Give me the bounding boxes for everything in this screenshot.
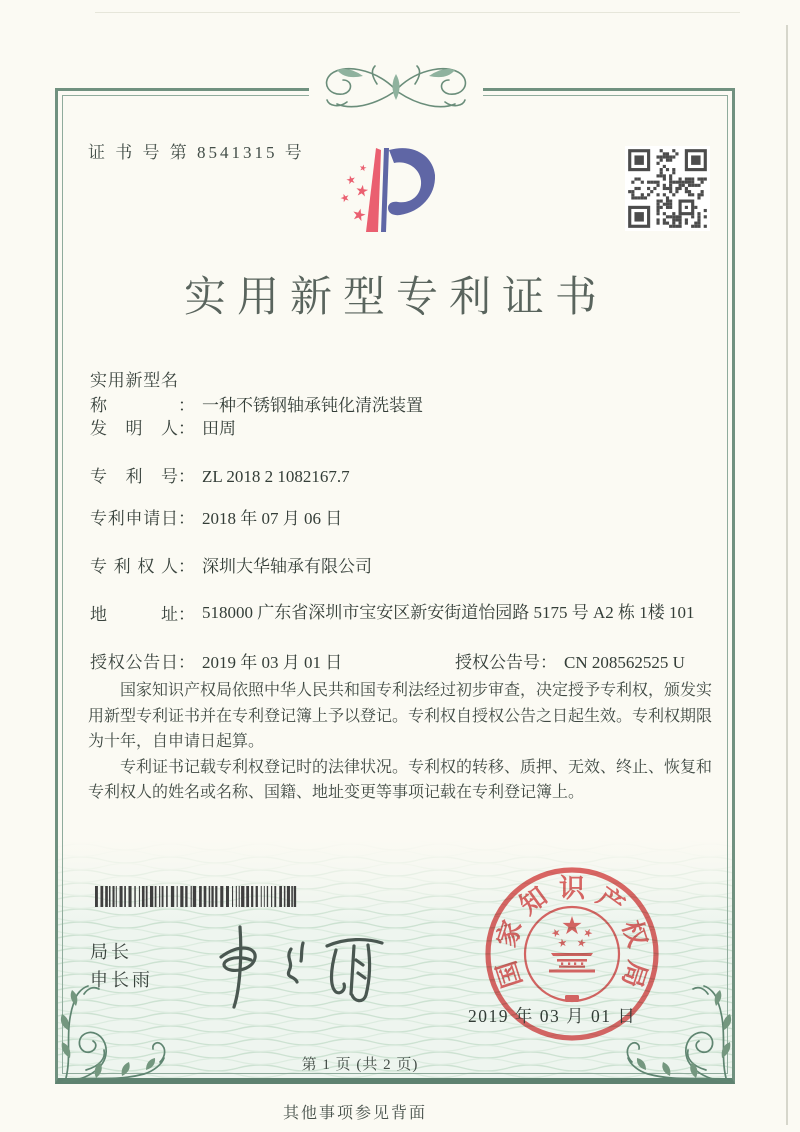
field-row	[90, 414, 730, 439]
field-value: 2018 年 07 月 06 日	[202, 509, 343, 528]
field-value: 深圳大华轴承有限公司	[202, 557, 372, 576]
scan-artifact-line	[786, 25, 788, 1125]
field-label: 授权公告日	[90, 653, 178, 672]
seal-char: 权	[616, 916, 653, 951]
field-value: CN 208562525 U	[564, 653, 685, 672]
field-label: 发明人	[90, 419, 178, 438]
field-label: 实用新型名称	[90, 371, 178, 415]
field-colon: ：	[178, 557, 195, 576]
field-value: 一种不锈钢轴承钝化清洗装置	[202, 396, 423, 415]
director-title: 局长	[90, 942, 132, 962]
field-row	[90, 504, 730, 529]
field-value: 2019 年 03 月 01 日	[202, 653, 343, 672]
director-name: 申长雨	[90, 970, 153, 990]
seal-char: 识	[558, 874, 586, 903]
field-colon: ：	[178, 396, 195, 415]
certificate-title: 实用新型专利证书	[183, 275, 608, 321]
field-label: 授权公告号	[455, 653, 540, 672]
field-colon: ：	[178, 509, 195, 528]
back-note: 其他事项参见背面	[282, 1105, 427, 1122]
page-number: 第 1 页 (共 2 页)	[301, 1057, 419, 1073]
scan-artifact-line	[95, 12, 740, 13]
seal-date: 2019 年 03 月 01 日	[468, 1006, 637, 1026]
field-colon: ：	[540, 653, 557, 672]
barcode-icon	[95, 886, 300, 907]
field-label: 专利号	[90, 467, 178, 486]
seal-char: 产	[591, 881, 630, 921]
seal-char: 局	[616, 957, 653, 992]
cnipa-logo-icon	[336, 142, 440, 242]
body-paragraph: 国家知识产权局依照中华人民共和国专利法经过初步审查，决定授予专利权，颁发实用新型专利证书并在专利登记簿上予以登记。专利权自授权公告之日起生效。专利权期限为十年，自申请日起算。	[88, 682, 713, 751]
field-value: 518000 广东省深圳市宝安区新安街道怡园路 5175 号 A2 栋 1楼 101	[202, 603, 695, 622]
field-row	[90, 600, 730, 626]
seal-char: 知	[514, 881, 553, 921]
seal-char: 国	[491, 957, 528, 992]
field-colon: ：	[178, 467, 195, 486]
field-label: 专利申请日	[90, 509, 178, 528]
field-label: 地址	[90, 605, 178, 624]
field-label: 专利权人	[90, 557, 178, 576]
field-colon: ：	[178, 653, 195, 672]
qr-code-icon	[625, 146, 710, 231]
seal-char: 家	[491, 916, 528, 951]
field-row	[90, 648, 730, 673]
certificate-number: 证 书 号 第 8541315 号	[88, 143, 305, 162]
field-colon: ：	[178, 419, 195, 438]
top-flourish-ornament-icon	[251, 58, 541, 120]
body-paragraph: 专利证书记载专利权登记时的法律状况。专利权的转移、质押、无效、终止、恢复和专利权人的姓名或名称、国籍、地址变更等事项记载在专利登记簿上。	[88, 758, 713, 802]
director-signature-handwriting-icon	[185, 915, 415, 1015]
field-value: ZL 2018 2 1082167.7	[202, 467, 350, 486]
field-value: 田周	[202, 419, 236, 438]
field-row	[90, 462, 730, 487]
certificate-body-text	[88, 678, 712, 806]
grant-number-group	[455, 648, 685, 673]
field-row	[90, 552, 730, 577]
field-colon: ：	[178, 605, 195, 624]
field-row	[90, 366, 730, 416]
